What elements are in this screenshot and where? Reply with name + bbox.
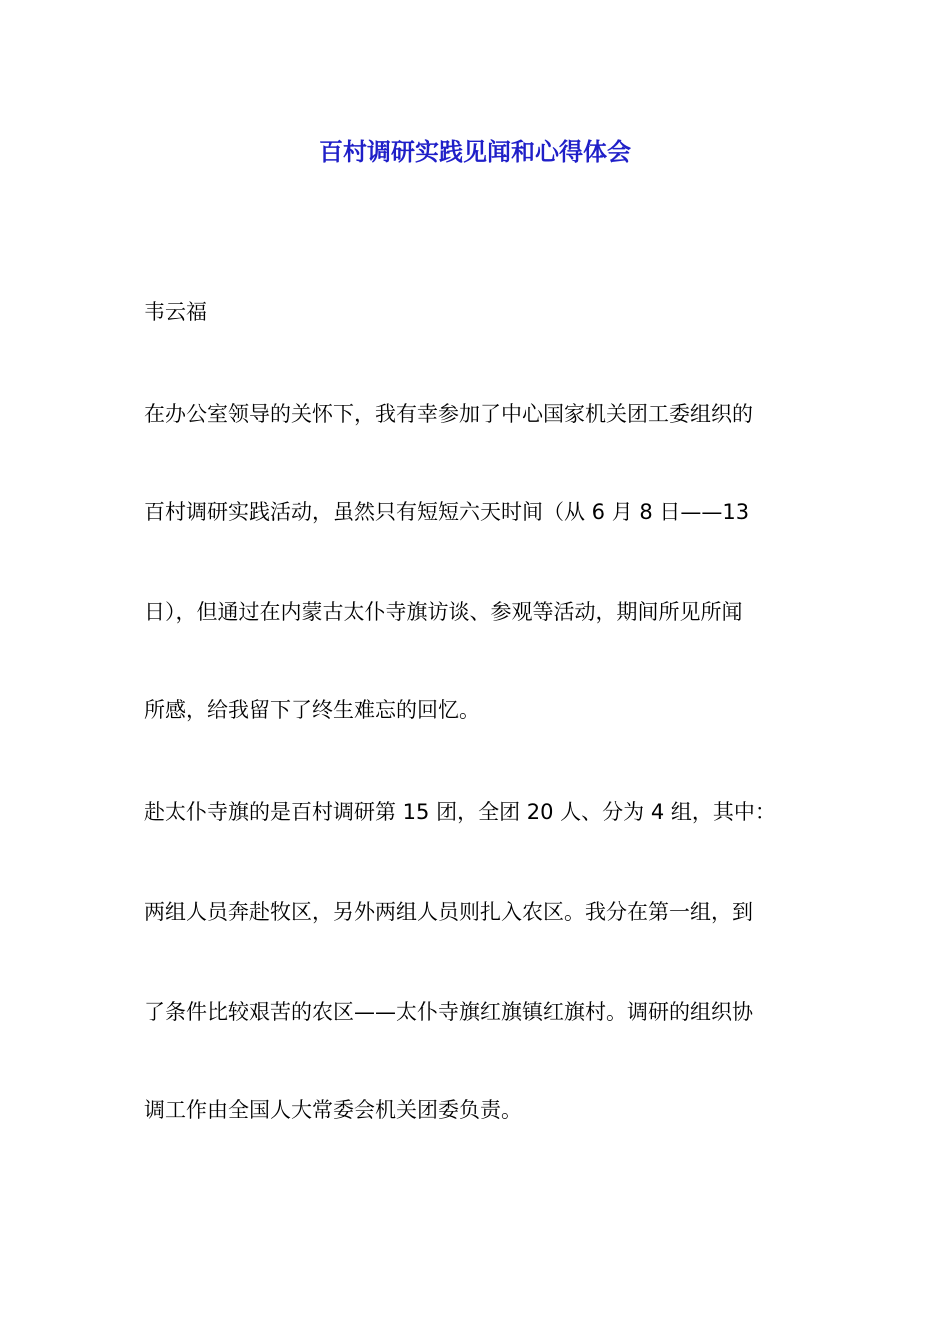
body-text-line: 日），但通过在内蒙古太仆寺旗访谈、参观等活动，期间所见所闻: [144, 600, 743, 624]
body-text-line: 了条件比较艰苦的农区——太仆寺旗红旗镇红旗村。调研的组织协: [144, 1000, 753, 1024]
document-title: 百村调研实践见闻和心得体会: [319, 138, 631, 166]
body-text-line: 所感，给我留下了终生难忘的回忆。: [144, 698, 480, 722]
author-name: 韦云福: [144, 300, 207, 324]
body-text-line: 在办公室领导的关怀下，我有幸参加了中心国家机关团工委组织的: [144, 402, 753, 426]
body-text-line: 调工作由全国人大常委会机关团委负责。: [144, 1098, 522, 1122]
body-text-line: 百村调研实践活动，虽然只有短短六天时间（从 6 月 8 日——13: [144, 500, 750, 524]
body-text-line: 赴太仆寺旗的是百村调研第 15 团，全团 20 人、分为 4 组，其中：: [144, 800, 776, 824]
body-text-line: 两组人员奔赴牧区，另外两组人员则扎入农区。我分在第一组，到: [144, 900, 753, 924]
